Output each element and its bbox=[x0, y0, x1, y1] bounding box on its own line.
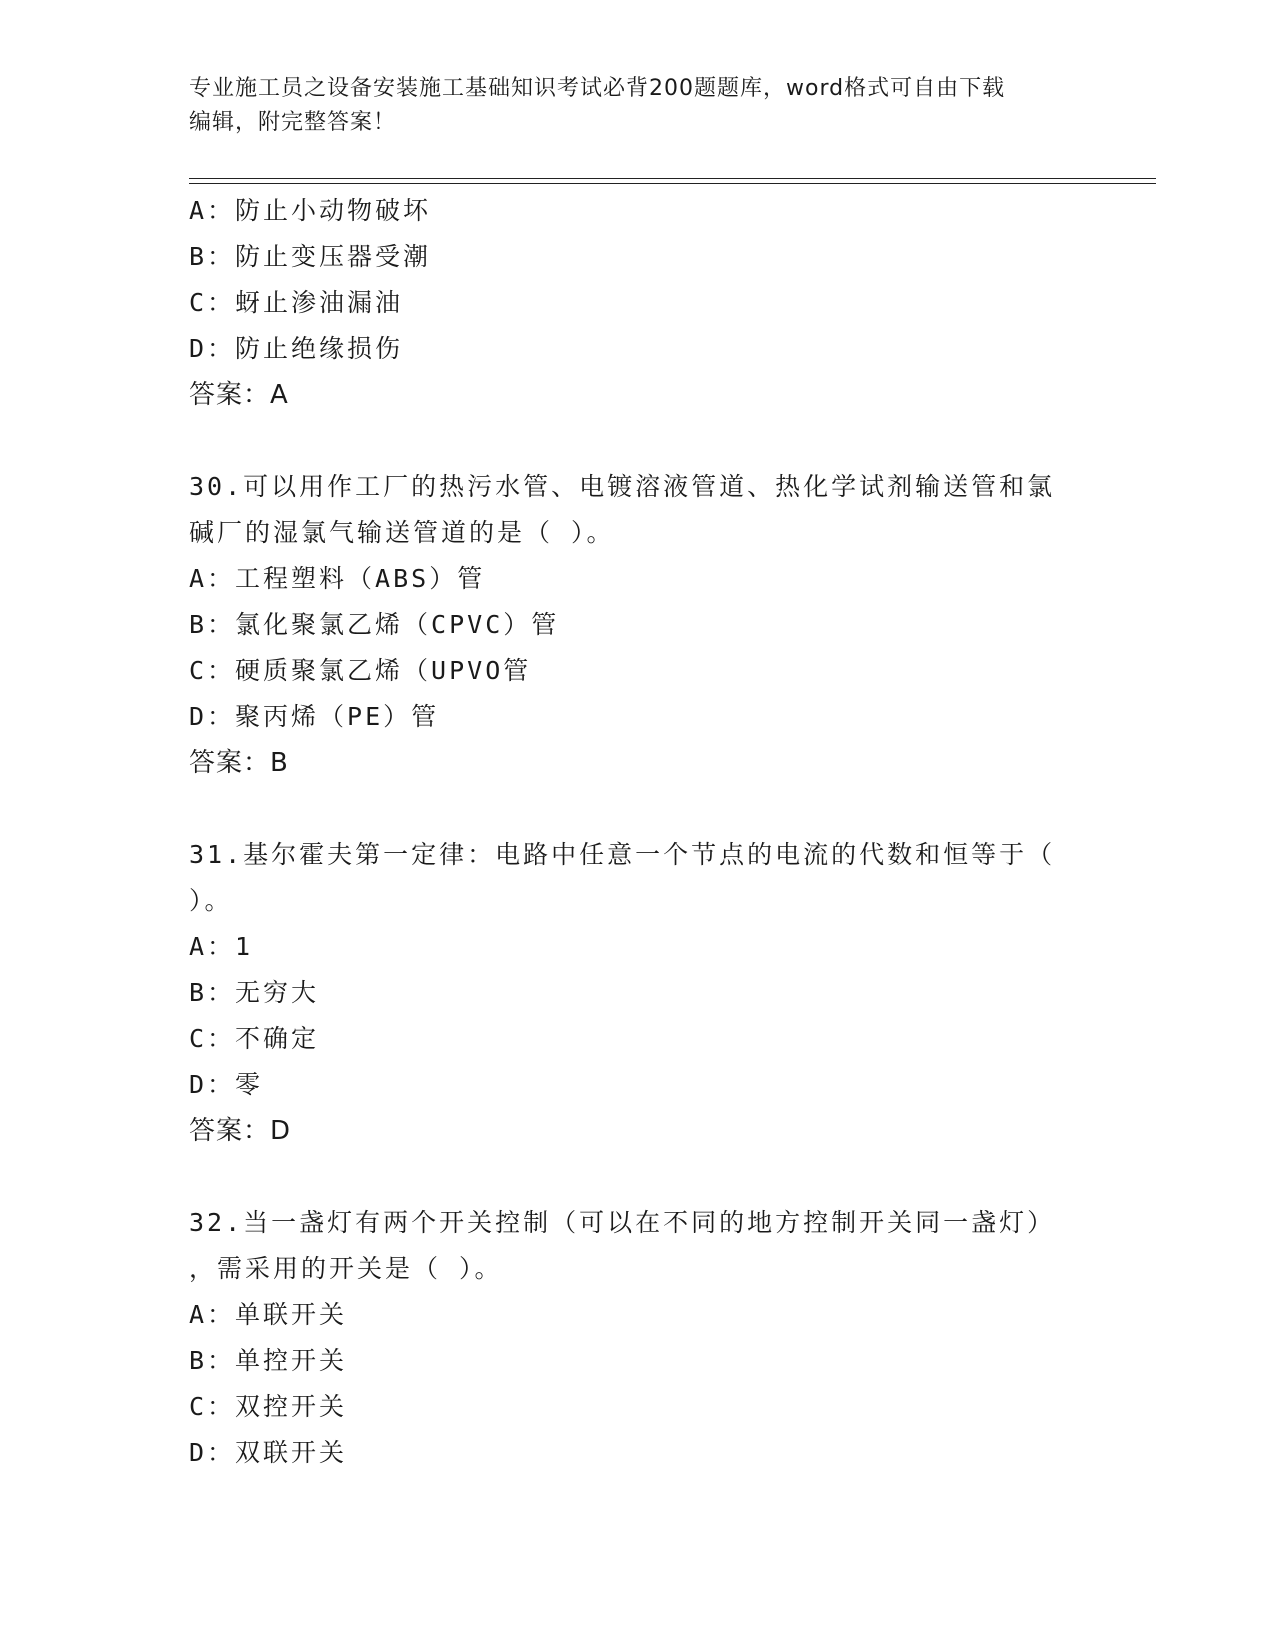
option-d: D：零 bbox=[189, 1070, 264, 1099]
question-31 bbox=[189, 832, 1089, 1154]
question-text-line: 31.基尔霍夫第一定律：电路中任意一个节点的电流的代数和恒等于（ bbox=[189, 840, 1056, 869]
question-text-line: ）。 bbox=[189, 886, 233, 915]
question-text-line: 碱厂的湿氯气输送管道的是（ ）。 bbox=[189, 518, 615, 547]
option-a: A：工程塑料（ABS）管 bbox=[189, 564, 486, 593]
question-29-tail bbox=[189, 188, 1089, 418]
header-line-1: 专业施工员之设备安装施工基础知识考试必背200题题库，word格式可自由下载 bbox=[189, 76, 1006, 101]
answer-label: 答案：D bbox=[189, 1116, 292, 1146]
document-header bbox=[189, 72, 1089, 140]
question-text-line: 32.当一盏灯有两个开关控制（可以在不同的地方控制开关同一盏灯） bbox=[189, 1208, 1056, 1237]
option-c: C：双控开关 bbox=[189, 1392, 348, 1421]
option-d: D：防止绝缘损伤 bbox=[189, 334, 404, 363]
option-b: B：防止变压器受潮 bbox=[189, 242, 432, 271]
question-text-line: ，需采用的开关是（ ）。 bbox=[189, 1254, 503, 1283]
question-32 bbox=[189, 1200, 1089, 1476]
question-text-line: 30.可以用作工厂的热污水管、电镀溶液管道、热化学试剂输送管和氯 bbox=[189, 472, 1056, 501]
option-c: C：硬质聚氯乙烯（UPVO管 bbox=[189, 656, 532, 685]
option-c: C：不确定 bbox=[189, 1024, 320, 1053]
header-divider-bottom bbox=[189, 183, 1156, 184]
option-b: B：氯化聚氯乙烯（CPVC）管 bbox=[189, 610, 560, 639]
answer-label: 答案：A bbox=[189, 380, 289, 410]
header-line-2: 编辑，附完整答案！ bbox=[189, 110, 397, 135]
answer-label: 答案：B bbox=[189, 748, 289, 778]
header-divider-top bbox=[189, 178, 1156, 179]
question-30 bbox=[189, 464, 1089, 786]
option-c: C：蚜止渗油漏油 bbox=[189, 288, 404, 317]
option-d: D：双联开关 bbox=[189, 1438, 348, 1467]
option-a: A：防止小动物破坏 bbox=[189, 196, 432, 225]
option-a: A：1 bbox=[189, 932, 254, 961]
option-b: B：无穷大 bbox=[189, 978, 320, 1007]
option-b: B：单控开关 bbox=[189, 1346, 348, 1375]
option-a: A：单联开关 bbox=[189, 1300, 348, 1329]
option-d: D：聚丙烯（PE）管 bbox=[189, 702, 440, 731]
question-list bbox=[189, 188, 1089, 1476]
